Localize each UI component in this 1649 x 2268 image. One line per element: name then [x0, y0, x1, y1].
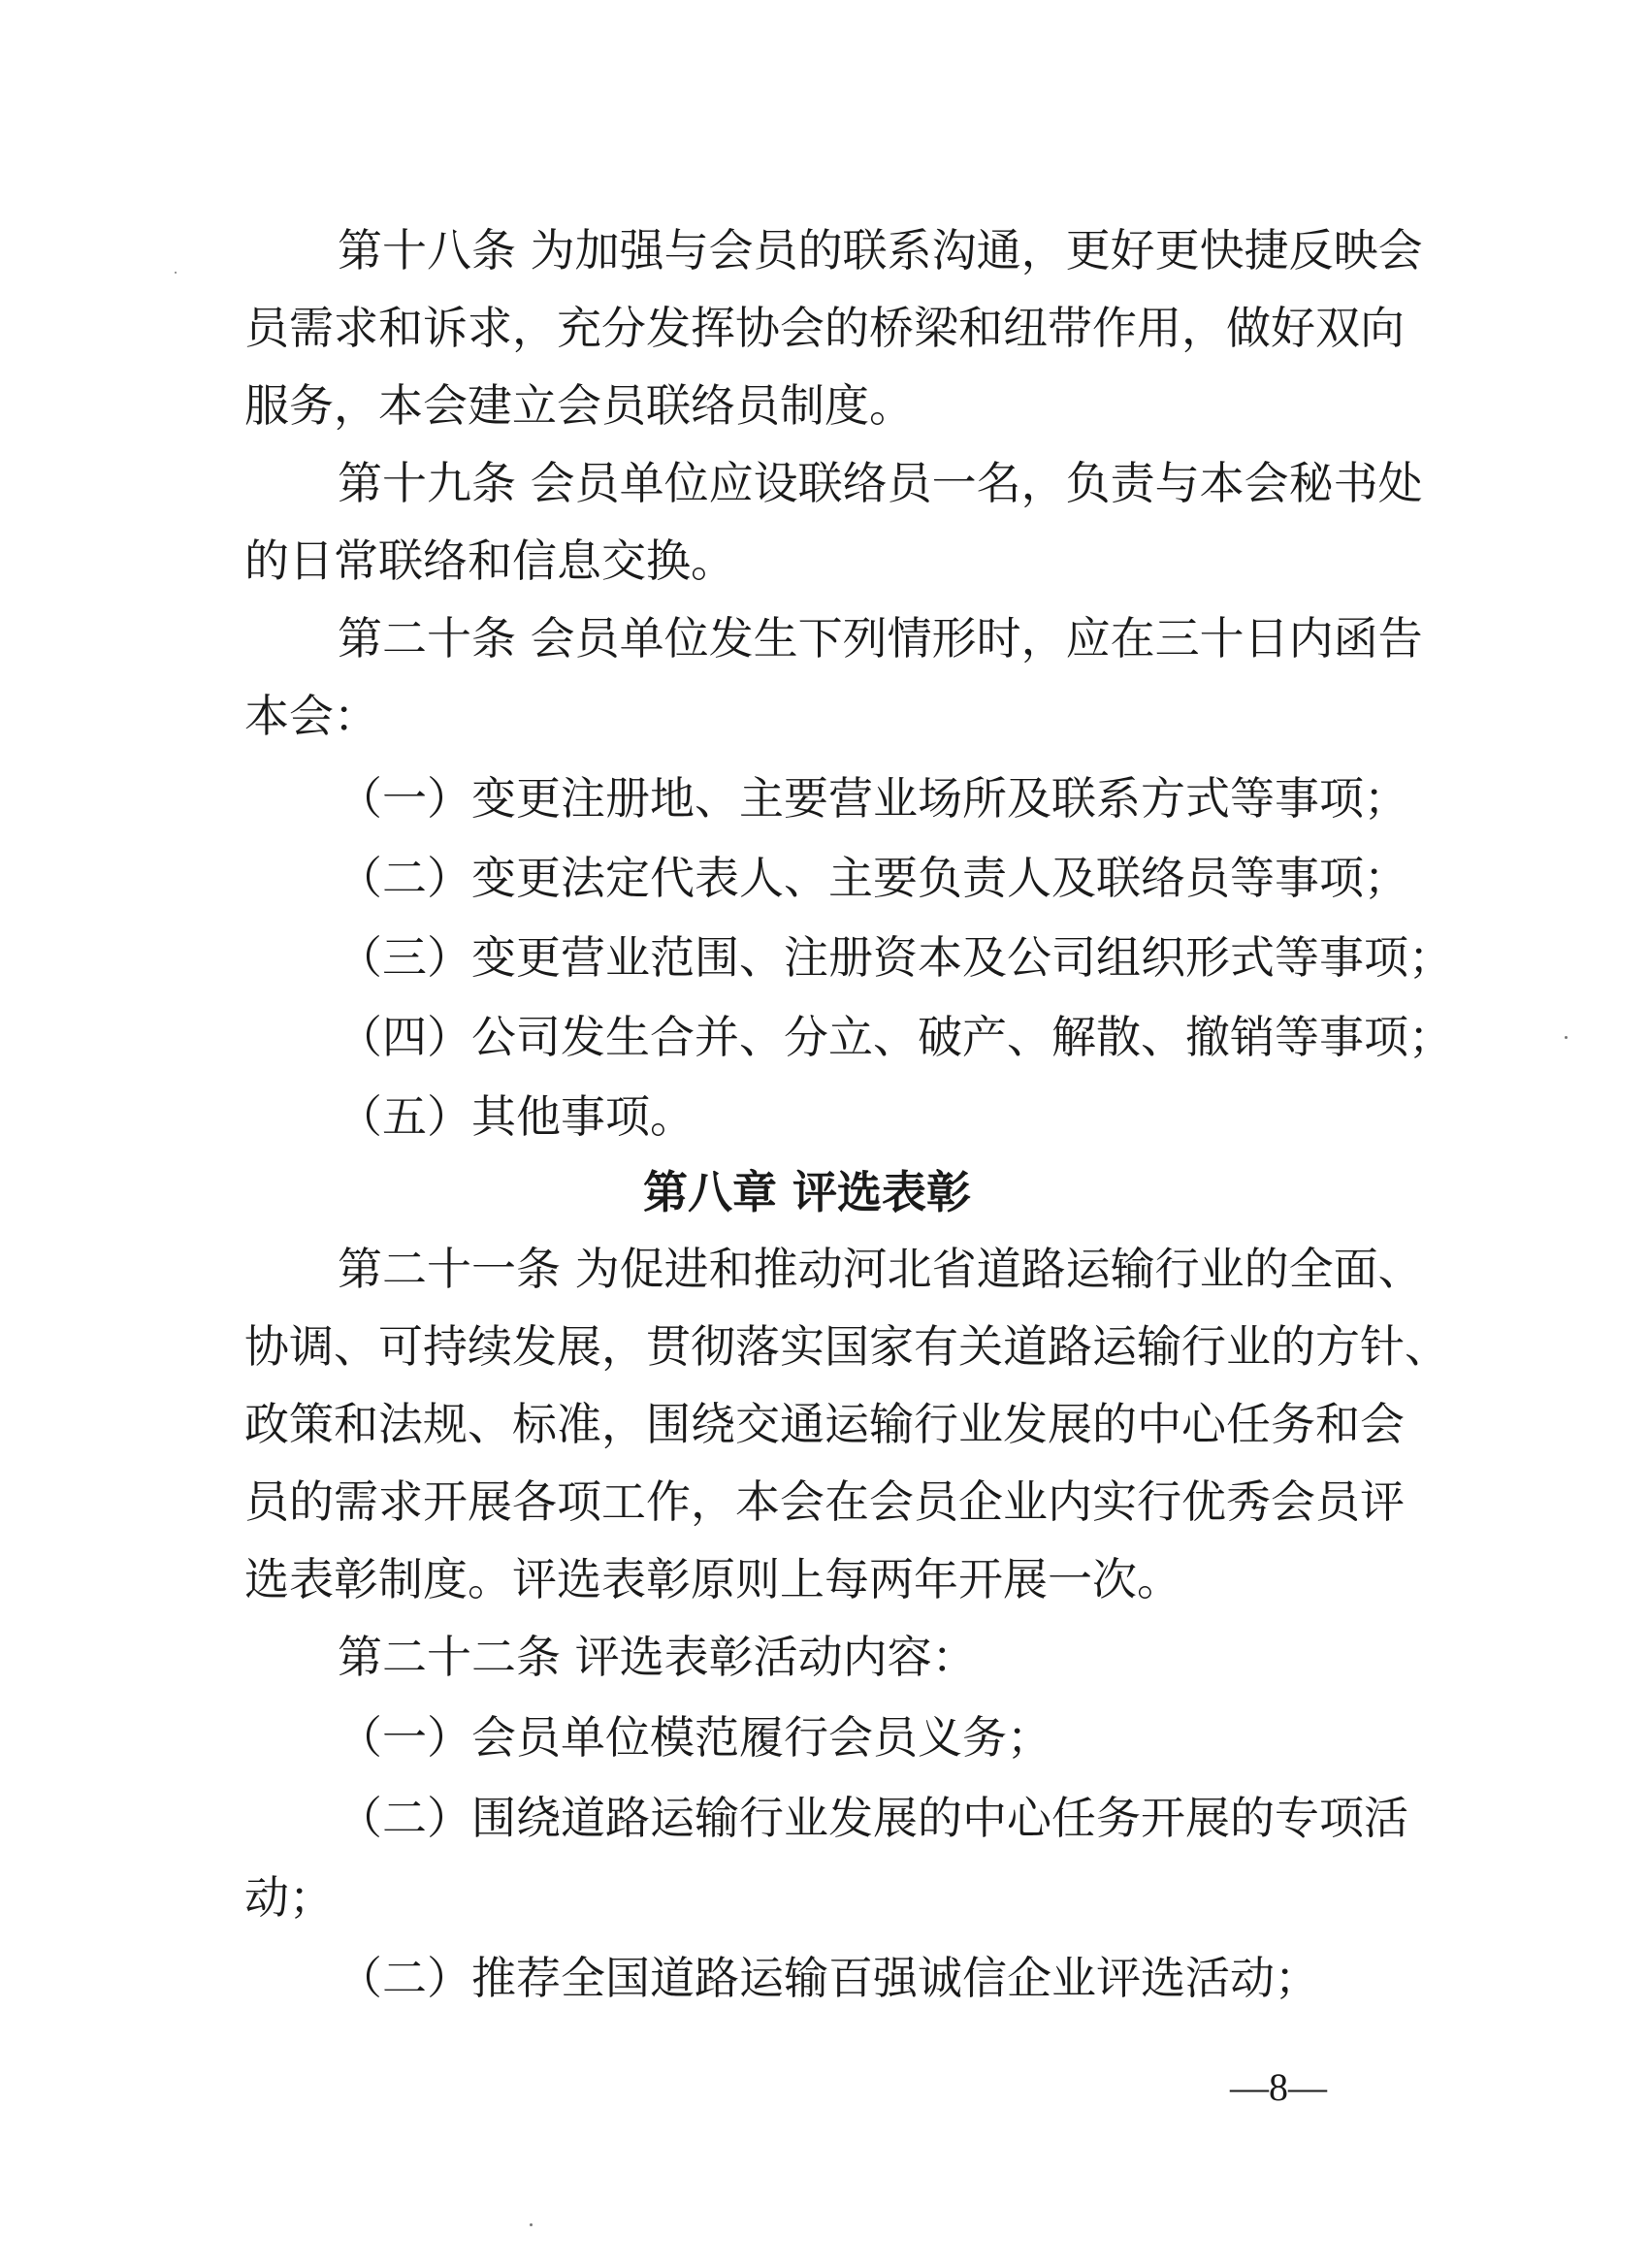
article-20-item-2: （二）变更法定代表人、主要负责人及联络员等事项； — [338, 852, 1408, 904]
article-21-line-3: 政策和法规、标准，围绕交通运输行业发展的中心任务和会 — [244, 1398, 1405, 1450]
article-22-item-3: （二）推荐全国道路运输百强诚信企业评选活动； — [338, 1952, 1319, 2004]
article-19-line-1: 第十九条 会员单位应设联络员一名，负责与本会秘书处 — [338, 457, 1423, 509]
article-22-item-2-line-1: （二）围绕道路运输行业发展的中心任务开展的专项活 — [338, 1792, 1408, 1844]
article-20-line-2: 本会： — [244, 690, 378, 742]
article-22-item-2-line-2: 动； — [244, 1871, 334, 1924]
article-18-line-2: 员需求和诉求，充分发挥协会的桥梁和纽带作用，做好双向 — [244, 302, 1405, 354]
article-22-line-1: 第二十二条 评选表彰活动内容： — [338, 1631, 977, 1683]
article-21-line-2: 协调、可持续发展，贯彻落实国家有关道路运输行业的方针、 — [244, 1320, 1449, 1373]
article-20-item-1: （一）变更注册地、主要营业场所及联系方式等事项； — [338, 772, 1408, 825]
scan-speck — [1565, 1036, 1568, 1039]
scan-speck — [530, 2223, 533, 2226]
article-20-item-4: （四）公司发生合并、分立、破产、解散、撤销等事项； — [338, 1011, 1453, 1063]
article-21-line-5: 选表彰制度。评选表彰原则上每两年开展一次。 — [244, 1553, 1181, 1605]
article-20-line-1: 第二十条 会员单位发生下列情形时，应在三十日内函告 — [338, 612, 1423, 664]
article-19-line-2: 的日常联络和信息交换。 — [244, 535, 735, 587]
chapter-heading: 第八章 评选表彰 — [642, 1166, 971, 1218]
article-18-line-1: 第十八条 为加强与会员的联系沟通，更好更快捷反映会 — [338, 224, 1423, 276]
article-22-item-1: （一）会员单位模范履行会员义务； — [338, 1711, 1051, 1764]
article-20-item-5: （五）其他事项。 — [338, 1090, 695, 1143]
article-18-line-3: 服务，本会建立会员联络员制度。 — [244, 379, 914, 432]
article-21-line-1: 第二十一条 为促进和推动河北省道路运输行业的全面、 — [338, 1243, 1423, 1295]
article-21-line-4: 员的需求开展各项工作，本会在会员企业内实行优秀会员评 — [244, 1475, 1405, 1528]
article-20-item-3: （三）变更营业范围、注册资本及公司组织形式等事项； — [338, 931, 1453, 984]
scan-speck — [175, 272, 177, 274]
page-number: —8— — [1230, 2065, 1327, 2109]
